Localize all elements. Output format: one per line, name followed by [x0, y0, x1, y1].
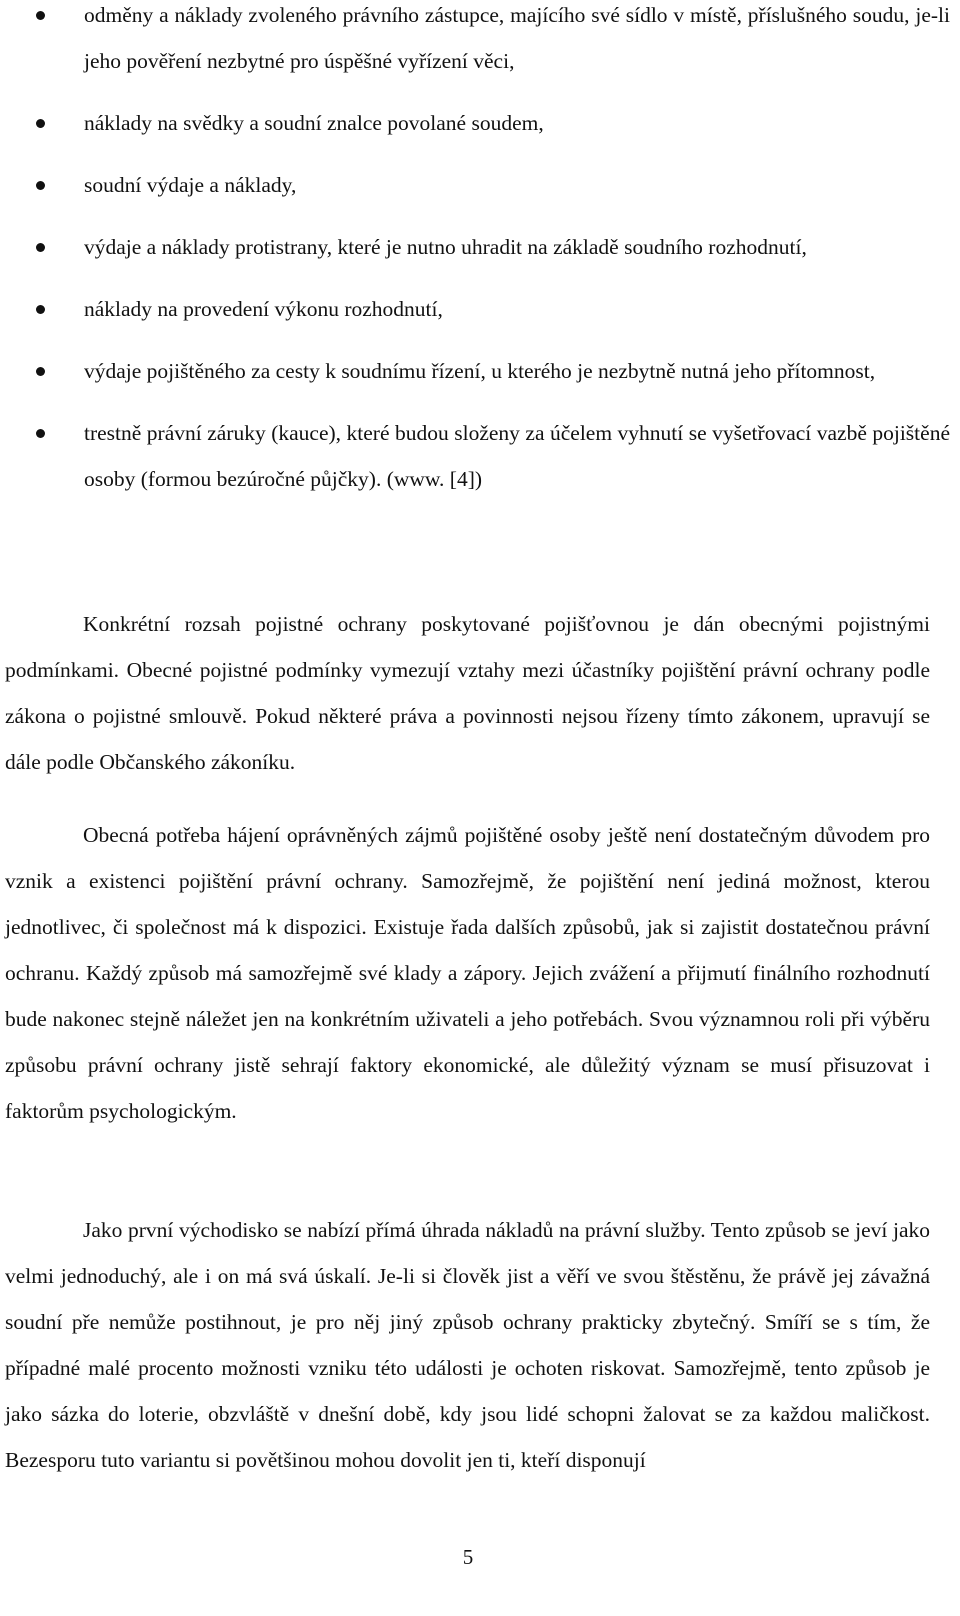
bullet-icon [36, 243, 45, 252]
list-item-text: odměny a náklady zvoleného právního zástupce, majícího své sídlo v místě, příslušného soudu, je-li jeho pověření nezbytné pro úspěšné vyřízení věci, [84, 3, 950, 73]
list-item [0, 0, 950, 84]
bullet-icon [36, 367, 45, 376]
list-item-text: soudní výdaje a náklady, [84, 173, 297, 197]
bullet-icon [36, 305, 45, 314]
list-item-text: výdaje pojištěného za cesty k soudnímu řízení, u kterého je nezbytně nutná jeho přítomnost, [84, 359, 876, 383]
paragraph-direct-payment: Jako první východisko se nabízí přímá úhrada nákladů na právní služby. Tento způsob se jeví jako velmi jednoduchý, ale i on má svá úskalí. Je-li si člověk jist a věří ve svou štěstěnu, že právě jej závažná soudní pře nemůže postihnout, je pro něj jiný způsob ochrany prakticky zbytečný. Smíří se s tím, že případné malé procento možnosti vzniku této události je ochoten riskovat. Samozřejmě, tento způsob je jako sázka do loterie, obzvláště v dnešní době, kdy jsou lidé schopni žalovat se za každou maličkost. Bezesporu tuto variantu si povětšinou mohou dovolit jen ti, kteří disponují [5, 1218, 930, 1472]
bullet-icon [36, 181, 45, 190]
list-item [0, 162, 950, 208]
paragraph-protection-options: Obecná potřeba hájení oprávněných zájmů pojištěné osoby ještě není dostatečným důvodem pro vznik a existenci pojištění právní ochrany. Samozřejmě, že pojištění není jediná možnost, kterou jednotlivec, či společnost má k dispozici. Existuje řada dalších způsobů, jak si zajistit dostatečnou právní ochranu. Každý způsob má samozřejmě své klady a zápory. Jejich zvážení a přijmutí finálního rozhodnutí bude nakonec stejně náležet jen na konkrétním uživateli a jeho potřebách. Svou významnou roli při výběru způsobu právní ochrany jistě sehrají faktory ekonomické, ale důležitý význam se musí přisuzovat i faktorům psychologickým. [5, 823, 930, 1123]
list-item [0, 348, 950, 394]
bullet-icon [36, 11, 45, 20]
cost-list [0, 0, 960, 518]
list-item [0, 100, 950, 146]
list-item-text: náklady na provedení výkonu rozhodnutí, [84, 297, 443, 321]
list-item [0, 410, 950, 502]
list-item [0, 224, 950, 270]
list-item [0, 286, 950, 332]
list-item-text: náklady na svědky a soudní znalce povolané soudem, [84, 111, 544, 135]
page-number: 5 [462, 1545, 474, 1569]
list-item-text: výdaje a náklady protistrany, které je nutno uhradit na základě soudního rozhodnutí, [84, 235, 807, 259]
bullet-icon [36, 429, 45, 438]
paragraph-insurance-scope: Konkrétní rozsah pojistné ochrany poskytované pojišťovnou je dán obecnými pojistnými podmínkami. Obecné pojistné podmínky vymezují vztahy mezi účastníky pojištění právní ochrany podle zákona o pojistné smlouvě. Pokud některé práva a povinnosti nejsou řízeny tímto zákonem, upravují se dále podle Občanského zákoníku. [5, 612, 930, 774]
bullet-icon [36, 119, 45, 128]
list-item-text: trestně právní záruky (kauce), které budou složeny za účelem vyhnutí se vyšetřovací vazbě pojištěné osoby (formou bezúročné půjčky). (www. [4]) [84, 421, 950, 491]
